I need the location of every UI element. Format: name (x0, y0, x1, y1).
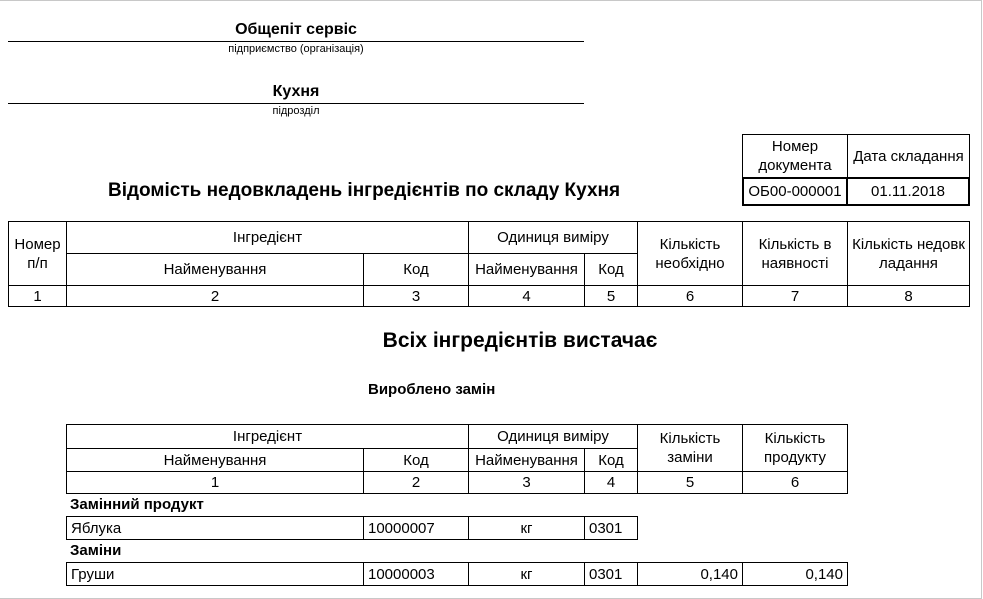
t2-header-qty-replacement: Кількість заміни (637, 424, 743, 472)
t1-header-qty-shortage: Кількість недовкладання (847, 221, 970, 286)
t2-header-qty-product: Кількість продукту (742, 424, 848, 472)
replacements-title: Вироблено замін (368, 381, 496, 398)
replacement-unit: кг (468, 562, 585, 586)
t1-header-code: Код (363, 253, 469, 286)
t1-colnum: 8 (847, 285, 970, 307)
t1-header-unit-name: Найменування (468, 253, 585, 286)
division-name: Кухня (272, 83, 320, 100)
t2-colnum: 5 (637, 471, 743, 494)
t2-header-ingredient: Інгредієнт (66, 424, 469, 449)
doc-number-value: ОБ00-000001 (742, 177, 848, 206)
t1-colnum: 6 (637, 285, 743, 307)
t1-header-unit-code: Код (584, 253, 638, 286)
replacement-code: 10000003 (363, 562, 469, 586)
t2-colnum: 4 (584, 471, 638, 494)
replacement-product-qty: 0,140 (742, 562, 848, 586)
doc-date-label: Дата складання (847, 134, 970, 178)
t2-header-code: Код (363, 448, 469, 472)
t1-colnum: 2 (66, 285, 364, 307)
org-underline (8, 41, 584, 42)
t1-header-name: Найменування (66, 253, 364, 286)
replaced-product-unit: кг (468, 516, 585, 540)
t2-header-unit: Одиниця виміру (468, 424, 638, 449)
t1-colnum: 3 (363, 285, 469, 307)
t1-header-ingredient: Інгредієнт (66, 221, 469, 254)
t2-header-name: Найменування (66, 448, 364, 472)
replacement-qty: 0,140 (637, 562, 743, 586)
t1-header-qty-available: Кількість в наявності (742, 221, 848, 286)
t1-colnum: 7 (742, 285, 848, 307)
doc-number-label: Номер документа (742, 134, 848, 178)
replaced-product-name: Яблука (66, 516, 364, 540)
doc-date-value: 01.11.2018 (846, 177, 970, 206)
t1-colnum: 5 (584, 285, 638, 307)
t2-colnum: 2 (363, 471, 469, 494)
t1-header-qty-required: Кількість необхідно (637, 221, 743, 286)
t1-header-unit: Одиниця виміру (468, 221, 638, 254)
t2-colnum: 6 (742, 471, 848, 494)
all-sufficient-message: Всіх інгредієнтів вистачає (382, 329, 658, 352)
t1-colnum: 4 (468, 285, 585, 307)
t1-header-num: Номер п/п (8, 221, 67, 286)
org-name: Общепіт сервіс (235, 21, 357, 38)
replaced-product-unit-code: 0301 (584, 516, 638, 540)
division-underline (8, 103, 584, 104)
t2-colnum: 3 (468, 471, 585, 494)
replaced-product-code: 10000007 (363, 516, 469, 540)
org-caption: підприємство (організація) (228, 43, 364, 55)
t2-colnum: 1 (66, 471, 364, 494)
replacements-label: Заміни (70, 542, 122, 559)
t2-header-unit-name: Найменування (468, 448, 585, 472)
t1-colnum: 1 (8, 285, 67, 307)
division-caption: підрозділ (272, 105, 320, 117)
replacement-unit-code: 0301 (584, 562, 638, 586)
replacement-name: Груши (66, 562, 364, 586)
t2-header-unit-code: Код (584, 448, 638, 472)
replaced-product-label: Замінний продукт (70, 496, 204, 513)
report-title: Відомість недовкладень інгредієнтів по складу Кухня (108, 180, 621, 201)
